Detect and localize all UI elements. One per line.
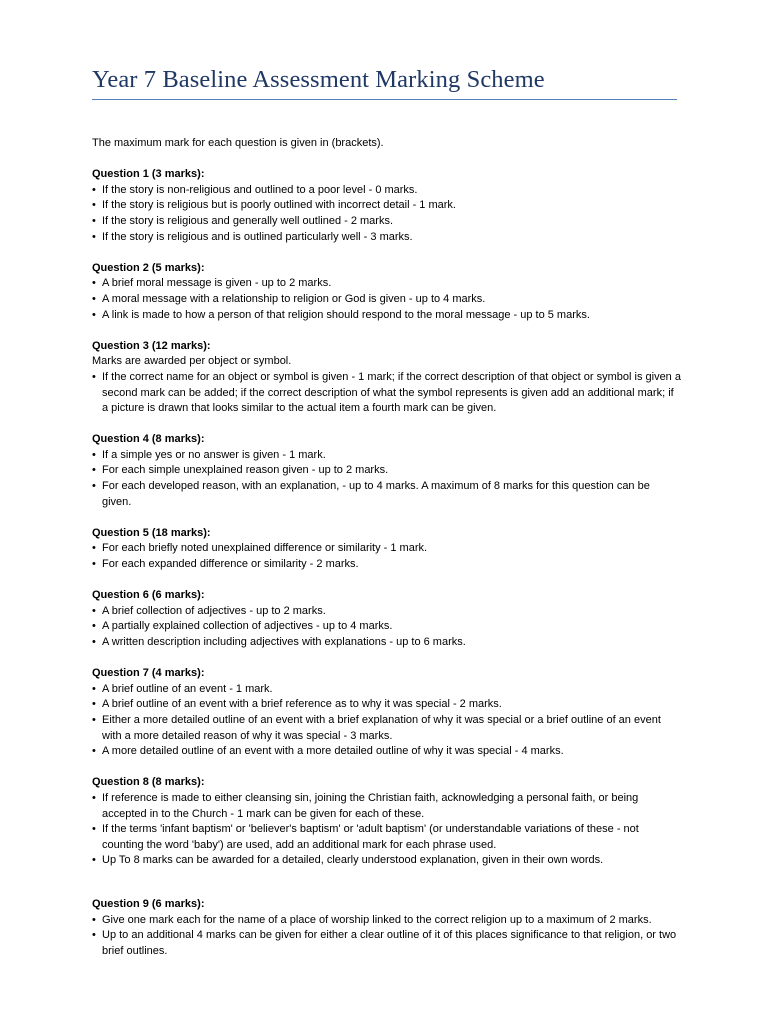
question-section xyxy=(92,432,682,510)
marking-criteria-list xyxy=(92,448,682,510)
marking-criterion xyxy=(92,853,682,869)
marking-criterion xyxy=(92,913,682,929)
criterion-text: If the story is religious and generally well outlined - 2 marks. xyxy=(102,214,394,227)
criterion-text: If the story is religious but is poorly outlined with incorrect detail - 1 mark. xyxy=(102,199,456,212)
bullet-icon: • xyxy=(92,214,96,227)
question-heading: Question 3 (12 marks): xyxy=(92,339,211,352)
question-section xyxy=(92,666,682,760)
bullet-icon: • xyxy=(92,199,96,212)
bullet-icon: • xyxy=(92,913,96,926)
marking-criteria-list xyxy=(92,682,682,760)
criterion-text: A brief moral message is given - up to 2 marks. xyxy=(102,277,332,290)
criterion-text: A moral message with a relationship to religion or God is given - up to 4 marks. xyxy=(102,292,486,305)
bullet-icon: • xyxy=(92,480,96,493)
criterion-text: Up To 8 marks can be awarded for a detailed, clearly understood explanation, given in their own words. xyxy=(102,854,604,867)
bullet-icon: • xyxy=(92,292,96,305)
bullet-icon: • xyxy=(92,308,96,321)
question-heading: Question 4 (8 marks): xyxy=(92,433,205,446)
question-section xyxy=(92,167,682,245)
marking-criterion xyxy=(92,479,682,510)
criterion-text: For each developed reason, with an explanation, - up to 4 marks. A maximum of 8 marks for this question can be given. xyxy=(102,480,650,508)
bullet-icon: • xyxy=(92,558,96,571)
criterion-text: A link is made to how a person of that religion should respond to the moral message - up to 5 marks. xyxy=(102,308,590,321)
document-body xyxy=(92,136,682,975)
question-section xyxy=(92,339,682,417)
marking-criteria-list xyxy=(92,276,682,323)
question-heading: Question 7 (4 marks): xyxy=(92,667,205,680)
marking-criterion xyxy=(92,791,682,822)
question-heading: Question 2 (5 marks): xyxy=(92,261,205,274)
bullet-icon: • xyxy=(92,713,96,726)
criterion-text: Either a more detailed outline of an event with a brief explanation of why it was special or a brief outline of an event with a more detailed reason of why it was special - 3 marks. xyxy=(102,713,661,742)
bullet-icon: • xyxy=(92,448,96,461)
bullet-icon: • xyxy=(92,370,96,383)
marking-criterion xyxy=(92,448,682,464)
bullet-icon: • xyxy=(92,823,96,836)
marking-criterion xyxy=(92,635,682,651)
criterion-text: If the story is non-religious and outlined to a poor level - 0 marks. xyxy=(102,183,418,196)
marking-criteria-list xyxy=(92,370,682,417)
title-underline xyxy=(92,99,677,100)
question-section xyxy=(92,775,682,869)
criterion-text: If the correct name for an object or symbol is given - 1 mark; if the correct description of that object or symbol is given a second mark can be added; if the correct description of what the symbol represents is given add an additional mark; if a picture is drawn that looks similar to the actual item a fourth mark can be given. xyxy=(102,370,681,415)
criterion-text: If reference is made to either cleansing sin, joining the Christian faith, acknowledging a personal faith, or being accepted in to the Church - 1 mark can be given for each of these. xyxy=(102,791,639,820)
question-section xyxy=(92,526,682,573)
marking-criterion xyxy=(92,183,682,199)
question-heading: Question 6 (6 marks): xyxy=(92,589,205,602)
marking-criteria-list xyxy=(92,541,682,572)
bullet-icon: • xyxy=(92,682,96,695)
question-section xyxy=(92,897,682,959)
criterion-text: If the story is religious and is outlined particularly well - 3 marks. xyxy=(102,230,413,243)
bullet-icon: • xyxy=(92,620,96,633)
bullet-icon: • xyxy=(92,698,96,711)
question-heading: Question 9 (6 marks): xyxy=(92,897,205,910)
bullet-icon: • xyxy=(92,791,96,804)
question-heading: Question 8 (8 marks): xyxy=(92,776,205,789)
marking-criterion xyxy=(92,619,682,635)
marking-criterion xyxy=(92,292,682,308)
marking-criteria-list xyxy=(92,183,682,245)
criterion-text: Give one mark each for the name of a place of worship linked to the correct religion up to a maximum of 2 marks. xyxy=(102,913,652,926)
bullet-icon: • xyxy=(92,230,96,243)
intro-text: The maximum mark for each question is given in (brackets). xyxy=(92,137,384,149)
criterion-text: A partially explained collection of adjectives - up to 4 marks. xyxy=(102,620,393,633)
criterion-text: If the terms 'infant baptism' or 'believer's baptism' or 'adult baptism' (or understandable variations of these - not counting the word 'baby') are used, add an additional mark for each phrase used. xyxy=(102,823,639,851)
marking-criterion xyxy=(92,198,682,214)
bullet-icon: • xyxy=(92,183,96,196)
marking-criterion xyxy=(92,713,682,744)
marking-criterion xyxy=(92,276,682,292)
criterion-text: A brief outline of an event - 1 mark. xyxy=(102,682,273,695)
bullet-icon: • xyxy=(92,277,96,290)
marking-criterion xyxy=(92,557,682,573)
marking-criterion xyxy=(92,541,682,557)
question-section xyxy=(92,261,682,323)
page-title: Year 7 Baseline Assessment Marking Scheme xyxy=(92,66,545,93)
marking-criterion xyxy=(92,308,682,324)
criterion-text: A more detailed outline of an event with a more detailed outline of why it was special - 4 marks. xyxy=(102,745,564,758)
bullet-icon: • xyxy=(92,542,96,555)
marking-criterion xyxy=(92,697,682,713)
question-heading: Question 5 (18 marks): xyxy=(92,526,211,539)
bullet-icon: • xyxy=(92,636,96,648)
criterion-text: A brief outline of an event with a brief reference as to why it was special - 2 marks. xyxy=(102,698,502,711)
question-section xyxy=(92,588,682,650)
criterion-text: For each briefly noted unexplained difference or similarity - 1 mark. xyxy=(102,542,428,555)
bullet-icon: • xyxy=(92,604,96,617)
criterion-text: For each expanded difference or similarity - 2 marks. xyxy=(102,558,359,571)
marking-criteria-list xyxy=(92,604,682,651)
marking-criterion xyxy=(92,463,682,479)
bullet-icon: • xyxy=(92,929,96,942)
criterion-text: A written description including adjectives with explanations - up to 6 marks. xyxy=(102,636,466,648)
marking-criteria-list xyxy=(92,791,682,869)
marking-criterion xyxy=(92,682,682,698)
question-heading: Question 1 (3 marks): xyxy=(92,168,205,181)
marking-criterion xyxy=(92,230,682,246)
bullet-icon: • xyxy=(92,745,96,758)
marking-criteria-list xyxy=(92,913,682,960)
criterion-text: If a simple yes or no answer is given - 1 mark. xyxy=(102,448,326,461)
marking-criterion xyxy=(92,604,682,620)
criterion-text: For each simple unexplained reason given - up to 2 marks. xyxy=(102,464,389,477)
criterion-text: A brief collection of adjectives - up to 2 marks. xyxy=(102,604,326,617)
question-list xyxy=(92,167,682,959)
marking-criterion xyxy=(92,744,682,760)
marking-criterion xyxy=(92,822,682,853)
question-note: Marks are awarded per object or symbol. xyxy=(92,355,292,368)
marking-criterion xyxy=(92,370,682,417)
bullet-icon: • xyxy=(92,464,96,477)
criterion-text: Up to an additional 4 marks can be given for either a clear outline of it of this places significance to that religion, or two brief outlines. xyxy=(102,929,677,957)
marking-criterion xyxy=(92,214,682,230)
bullet-icon: • xyxy=(92,854,96,867)
marking-criterion xyxy=(92,928,682,959)
